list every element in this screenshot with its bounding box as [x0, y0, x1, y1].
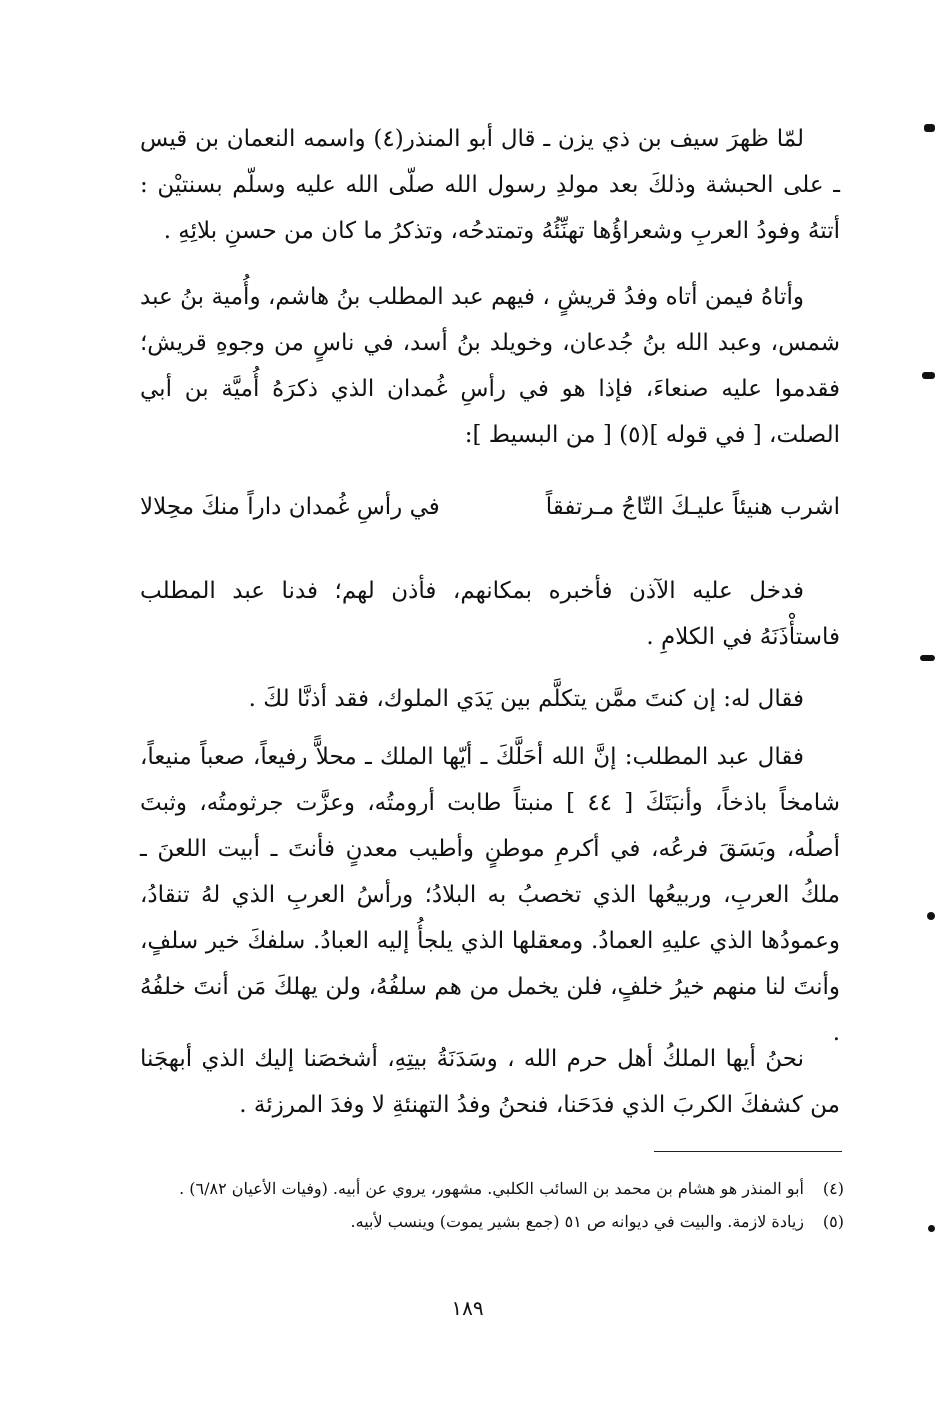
paragraph-1-text: لمّا ظهرَ سيف بن ذي يزن ـ قال أبو المنذر(٤) واسمه النعمان بن قيس ـ على الحبشة وذلكَ بعد مولدِ رسول الله صلّى الله عليه وسلّم بسنتيْن : أتتهُ وفودُ العربِ وشعراؤُها تهنِّئُهُ وتمتدحُه، وتذكرُ ما كان من حسنِ بلائِهِ . — [140, 126, 840, 244]
footnote-divider — [654, 1151, 842, 1152]
paragraph-2-text: وأتاهُ فيمن أتاه وفدُ قريشٍ ، فيهم عبد المطلب بنُ هاشم، وأُمية بنُ عبد شمس، وعبد الله بنُ جُدعان، وخويلد بنُ أسد، في ناسٍ من وجوهِ قريش؛ فقدموا عليه صنعاءَ، فإذا هو في رأسِ غُمدان الذي ذكرَهُ أُميَّة بن أبي الصلت، [ في قوله ](٥) [ من البسيط ]: — [140, 284, 840, 448]
footnote-text: زيادة لازمة. والبيت في ديوانه ص ٥١ (جمع بشير يموت) وينسب لأبيه. — [350, 1212, 804, 1231]
footnote-number: (٥) — [822, 1212, 844, 1231]
footnote-5 — [140, 1205, 844, 1238]
paragraph-3 — [140, 568, 840, 660]
verse-second-hemistich: في رأسِ غُمدان داراً منكَ محِلالا — [140, 494, 440, 520]
scan-edge-mark — [927, 912, 935, 920]
paragraph-4-text: فقال له: إن كنتَ ممَّن يتكلَّم بين يَدَي الملوك، فقد أذنَّا لكَ . — [248, 686, 804, 712]
verse-row — [140, 484, 840, 530]
verse-first-hemistich: اشرب هنيئاً عليـكَ التّاجُ مـرتفقاً — [545, 494, 840, 520]
footnote-text: أبو المنذر هو هشام بن محمد بن السائب الكلبي. مشهور، يروي عن أبيه. (وفيات الأعيان ٦/٨٢) . — [179, 1179, 804, 1198]
paragraph-2 — [140, 274, 840, 458]
paragraph-5-text: فقال عبد المطلب: إنَّ الله أحَلَّكَ ـ أيّها الملك ـ محلاًّ رفيعاً، صعباً منيعاً، شامخاً باذخاً، وأنبَتَكَ [ ٤٤ ] منبتاً طابت أرومتُه، وعزَّت جرثومتُه، وثبتَ أصلُه، وبَسَقَ فرعُه، في أكرمِ موطنٍ وأطيب معدنٍ فأنتَ ـ أبيت اللعنَ ـ ملكُ العربِ، وربيعُها الذي تخصبُ به البلادُ؛ ورأسُ العربِ الذي لهُ تنقادُ، وعمودُها الذي عليهِ العمادُ. ومعقلها الذي يلجأُ إليه العبادُ. سلفكَ خير سلفٍ، وأنتَ لنا منهم خيرُ خلفٍ، فلن يخمل من هم سلفُهُ، ولن يهلكَ مَن أنتَ خلفُهُ . — [140, 744, 840, 1046]
paragraph-4 — [140, 676, 840, 722]
footnotes — [140, 1172, 844, 1238]
paragraph-1 — [140, 116, 840, 254]
scan-edge-mark — [928, 1225, 935, 1232]
paragraph-5 — [140, 734, 840, 1056]
paragraph-3-text: فدخل عليه الآذن فأخبره بمكانهم، فأذن لهم؛ فدنا عبد المطلب فاستأْذَنَهُ في الكلامِ . — [140, 578, 840, 650]
page-number: ١٨٩ — [451, 1296, 484, 1320]
poetry-verse — [140, 484, 840, 530]
paragraph-6 — [140, 1036, 840, 1128]
footnote-4 — [140, 1172, 844, 1205]
scan-edge-mark — [922, 372, 935, 379]
scan-edge-mark — [920, 655, 935, 661]
scan-edge-mark — [924, 124, 935, 132]
footnote-number: (٤) — [822, 1179, 844, 1198]
paragraph-6-text: نحنُ أيها الملكُ أهل حرم الله ، وسَدَنَةُ بيتِهِ، أشخصَنا إليك الذي أبهجَنا من كشفكَ الكربَ الذي فدَحَنا، فنحنُ وفدُ التهنئةِ لا وفدَ المرزئة . — [140, 1046, 840, 1118]
